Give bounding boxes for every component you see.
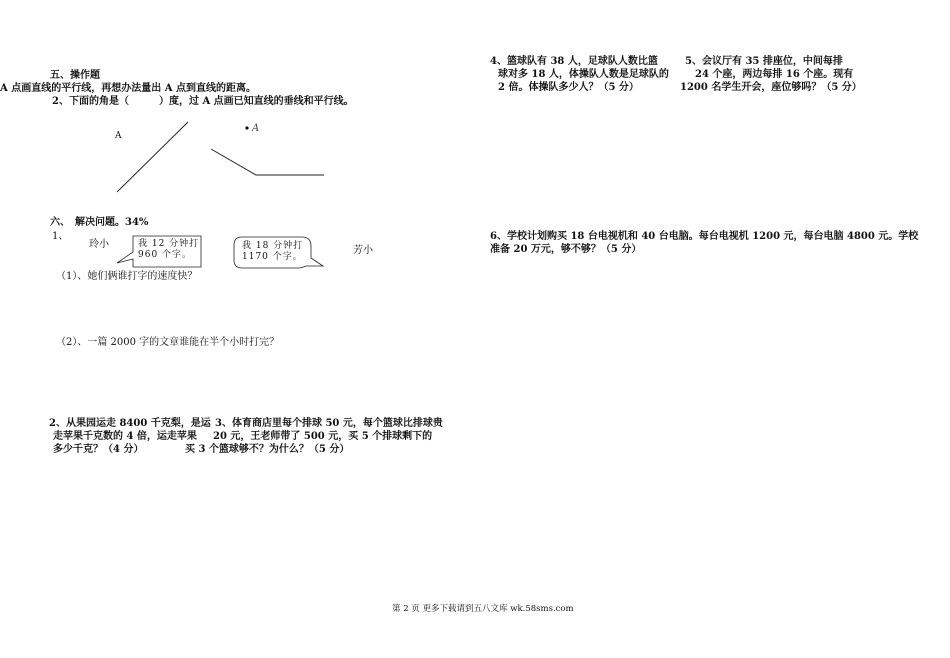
point-a-dot xyxy=(245,126,248,129)
bubble-1-text-line1: 我 12 分钟打 xyxy=(138,239,200,249)
question-6-3-line3: 买 3 个篮球够不？为什么？（5 分） xyxy=(185,444,350,455)
section-6-heading: 六、 解决问题。34% xyxy=(50,217,149,228)
question-4-line2: 球对多 18 人，体操队人数是足球队的 xyxy=(498,69,669,80)
page-footer: 第 2 页 更多下载请到五八文库 wk.58sms.com xyxy=(392,604,574,614)
angle-line-diagonal xyxy=(117,122,188,192)
question-4-line3: 2 倍。体操队多少人？（5 分） xyxy=(498,82,639,93)
point-a-label-left: A xyxy=(115,131,122,141)
section-5-heading: 五、操作题 xyxy=(50,70,100,81)
point-a-label: A xyxy=(252,123,260,134)
sub-question-2: （2）、一篇 2000 字的文章谁能在半个小时打完？ xyxy=(56,337,280,348)
question-2-text: 2、下面的角是（ ）度，过 A 点画已知直线的垂线和平行线。 xyxy=(52,96,354,107)
question-5-line3: 1200 名学生开会，座位够吗？（5 分） xyxy=(680,82,862,93)
bubble-2-text-line1: 我 18 分钟打 xyxy=(242,241,304,251)
sub-question-1: （1）、她们俩谁打字的速度快？ xyxy=(56,271,198,282)
question-6-line2: 准备 20 万元，够不够？（5 分） xyxy=(490,244,642,255)
bubble-1-text-line2: 960 个字。 xyxy=(138,250,193,260)
person-2-name: 芳小 xyxy=(353,245,373,256)
question-6-2-line2: 走苹果千克数的 4 倍，运走苹果 xyxy=(53,431,197,442)
question-6-2-line3: 多少千克？（4 分） xyxy=(53,444,144,455)
angle-figure xyxy=(211,149,324,175)
question-5-line2: 24 个座，两边每排 16 个座。现有 xyxy=(695,69,854,80)
person-1-name: 玲小 xyxy=(89,239,109,250)
question-6-line1: 6、学校计划购买 18 台电视机和 40 台电脑。每台电视机 1200 元，每台电脑 4800 元。学校 xyxy=(490,231,919,242)
question-1-text: A 点画直线的平行线，再想办法量出 A 点到直线的距离。 xyxy=(0,83,256,94)
question-6-1-number: 1、 xyxy=(52,231,69,242)
question-6-3-line1: 3、体育商店里每个排球 50 元，每个篮球比排球贵 xyxy=(215,418,443,429)
bubble-2-text-line2: 1170 个字。 xyxy=(242,252,303,262)
question-4-line1: 4、篮球队有 38 人，足球队人数比篮 xyxy=(490,56,658,67)
question-5-line1: 5、会议厅有 35 排座位，中间每排 xyxy=(685,56,843,67)
question-6-2-line1: 2、从果园运走 8400 千克梨，是运 xyxy=(49,418,211,429)
question-6-3-line2: 20 元，王老师带了 500 元，买 5 个排球剩下的 xyxy=(213,431,433,442)
